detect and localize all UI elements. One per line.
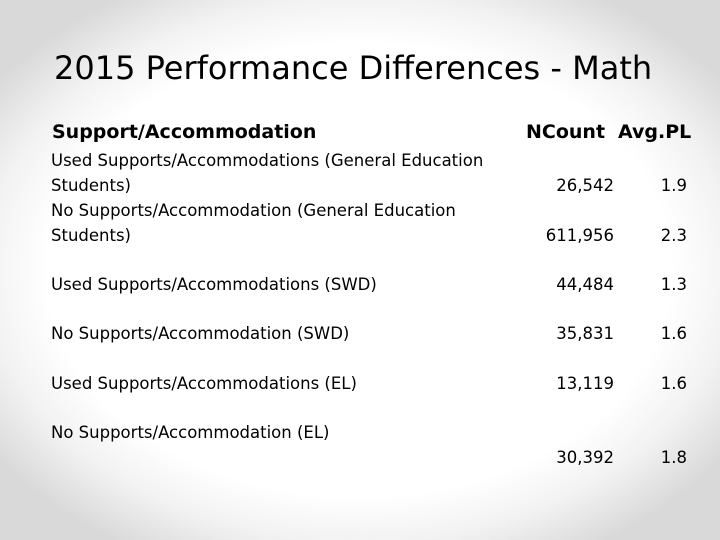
row-label: No Supports/Accommodation (EL) (51, 423, 330, 442)
row-label: Used Supports/Accommodations (EL) (51, 374, 357, 393)
row-ncount: 13,119 (556, 374, 614, 393)
row-label: No Supports/Accommodation (SWD) (51, 324, 350, 343)
page-title: 2015 Performance Differences - Math (54, 49, 653, 87)
column-header-support: Support/Accommodation (52, 121, 317, 143)
row-avgpl: 1.6 (660, 324, 687, 343)
row-ncount: 26,542 (556, 176, 614, 195)
row-label: No Supports/Accommodation (General Education Students) (51, 201, 456, 245)
row-ncount: 35,831 (556, 324, 614, 343)
row-label: Used Supports/Accommodations (SWD) (51, 275, 377, 294)
row-avgpl: 1.3 (660, 275, 687, 294)
column-header-ncount: NCount (526, 121, 606, 143)
row-ncount: 611,956 (545, 226, 614, 245)
row-ncount: 44,484 (556, 275, 614, 294)
row-avgpl: 1.9 (660, 176, 687, 195)
row-ncount: 30,392 (556, 448, 614, 467)
column-header-avgpl: Avg.PL (618, 121, 692, 143)
row-avgpl: 1.6 (660, 374, 687, 393)
row-label: Used Supports/Accommodations (General Education Students) (51, 151, 484, 195)
row-avgpl: 1.8 (660, 448, 687, 467)
row-avgpl: 2.3 (660, 226, 687, 245)
